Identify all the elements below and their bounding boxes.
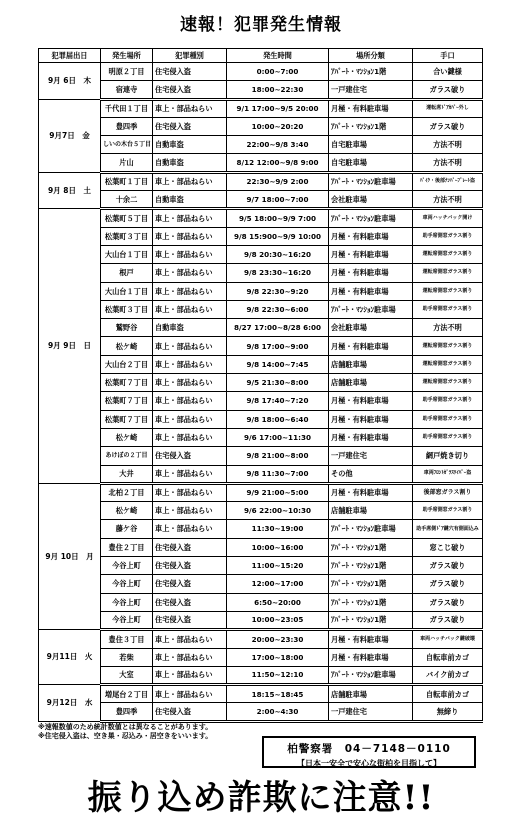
cell-crime-type: 住宅侵入盗 <box>153 703 227 721</box>
table-row <box>39 447 483 465</box>
table-row <box>39 685 483 703</box>
cell-method: 網戸焼き切り <box>413 447 483 465</box>
cell-place-category: 月極・有料駐車場 <box>329 428 413 446</box>
cell-method: 無締り <box>413 703 483 721</box>
cell-method: 助手席側窓ガラス割り <box>413 300 483 318</box>
cell-time: 12:00~17:00 <box>227 575 329 593</box>
cell-place-category: ｱﾊﾟｰﾄ・ﾏﾝｼｮﾝ1階 <box>329 593 413 611</box>
cell-place-category: ｱﾊﾟｰﾄ・ﾏﾝｼｮﾝ1階 <box>329 557 413 575</box>
cell-time: 9/6 22:00~10:30 <box>227 502 329 520</box>
header-location: 発生場所 <box>101 49 153 63</box>
cell-time: 10:00~16:00 <box>227 538 329 556</box>
cell-time: 18:00~22:30 <box>227 81 329 99</box>
cell-method: 運転席側窓ガラス割り <box>413 374 483 392</box>
cell-location: 大山台１丁目 <box>101 282 153 300</box>
cell-location: 根戸 <box>101 264 153 282</box>
table-row <box>39 245 483 263</box>
cell-method: ガラス破り <box>413 117 483 135</box>
cell-time: 9/8 15:900~9/9 10:00 <box>227 227 329 245</box>
table-row <box>39 264 483 282</box>
cell-place-category: ｱﾊﾟｰﾄ・ﾏﾝｼｮﾝ駐車場 <box>329 300 413 318</box>
cell-time: 9/5 21:30~8:00 <box>227 374 329 392</box>
police-slogan: 【日本一安全で安心な街柏を目指して】 <box>297 759 441 768</box>
table-row <box>39 502 483 520</box>
table-row <box>39 648 483 666</box>
cell-location: 北柏２丁目 <box>101 483 153 501</box>
cell-method: 運転席側窓ガラス割り <box>413 337 483 355</box>
cell-time: 9/9 21:00~5:00 <box>227 483 329 501</box>
cell-crime-type: 車上・部品ねらい <box>153 355 227 373</box>
cell-location: 松葉町１丁目 <box>101 172 153 190</box>
table-row <box>39 465 483 483</box>
cell-method: 運転席側窓ガラス割り <box>413 282 483 300</box>
table-row <box>39 410 483 428</box>
table-row <box>39 593 483 611</box>
page-title: 速報！犯罪発生情報 <box>180 15 342 35</box>
cell-location: 松葉町７丁目 <box>101 410 153 428</box>
cell-time: 10:00~20:20 <box>227 117 329 135</box>
cell-time: 2:00~4:30 <box>227 703 329 721</box>
table-row <box>39 611 483 629</box>
cell-location: 片山 <box>101 154 153 172</box>
cell-crime-type: 自動車盗 <box>153 319 227 337</box>
cell-method: ﾊﾞｲｸ・後部ﾅﾝﾊﾞｰﾌﾟﾚｰﾄ盗 <box>413 172 483 190</box>
cell-crime-type: 住宅侵入盗 <box>153 117 227 135</box>
cell-place-category: ｱﾊﾟｰﾄ・ﾏﾝｼｮﾝ駐車場 <box>329 520 413 538</box>
cell-method: 運転席側窓ガラス割り <box>413 264 483 282</box>
cell-place-category: ｱﾊﾟｰﾄ・ﾏﾝｼｮﾝ駐車場 <box>329 209 413 227</box>
cell-location: 千代田１丁目 <box>101 99 153 117</box>
cell-place-category: 月極・有料駐車場 <box>329 648 413 666</box>
cell-location: 松葉町３丁目 <box>101 300 153 318</box>
cell-location: 大室 <box>101 666 153 684</box>
cell-report-date: 9月 10日 月 <box>39 483 101 629</box>
cell-time: 9/7 18:00~7:00 <box>227 191 329 209</box>
cell-location: 松ケ崎 <box>101 337 153 355</box>
cell-method: ガラス破り <box>413 575 483 593</box>
cell-time: 6:50~20:00 <box>227 593 329 611</box>
cell-location: 大山台２丁目 <box>101 355 153 373</box>
cell-time: 11:30~19:00 <box>227 520 329 538</box>
table-row <box>39 630 483 648</box>
header-time: 発生時間 <box>227 49 329 63</box>
cell-method: 合い鍵様 <box>413 63 483 81</box>
cell-method: 助手席側窓ガラス割り <box>413 428 483 446</box>
cell-method: 運転席ﾄﾞｱｶﾊﾞｰ外し <box>413 99 483 117</box>
cell-method: 運転席側窓ガラス割り <box>413 245 483 263</box>
cell-location: 豊四季 <box>101 703 153 721</box>
table-row <box>39 538 483 556</box>
cell-report-date: 9月 9日 日 <box>39 209 101 483</box>
cell-place-category: 自宅駐車場 <box>329 154 413 172</box>
cell-crime-type: 住宅侵入盗 <box>153 575 227 593</box>
cell-place-category: 一戸建住宅 <box>329 703 413 721</box>
cell-report-date: 9月7日 金 <box>39 99 101 172</box>
cell-crime-type: 住宅侵入盗 <box>153 538 227 556</box>
table-row <box>39 428 483 446</box>
cell-place-category: 自宅駐車場 <box>329 136 413 154</box>
cell-time: 0:00~7:00 <box>227 63 329 81</box>
cell-crime-type: 住宅侵入盗 <box>153 593 227 611</box>
cell-crime-type: 車上・部品ねらい <box>153 465 227 483</box>
cell-crime-type: 車上・部品ねらい <box>153 648 227 666</box>
cell-place-category: 月極・有料駐車場 <box>329 245 413 263</box>
cell-location: 増尾台２丁目 <box>101 685 153 703</box>
cell-time: 10:00~23:05 <box>227 611 329 629</box>
cell-location: 豊住２丁目 <box>101 538 153 556</box>
header-place-category: 場所分類 <box>329 49 413 63</box>
cell-location: 豊住３丁目 <box>101 630 153 648</box>
table-row <box>39 136 483 154</box>
cell-time: 9/8 14:00~7:45 <box>227 355 329 373</box>
table-row <box>39 355 483 373</box>
table-row <box>39 319 483 337</box>
cell-location: 大山台１丁目 <box>101 245 153 263</box>
fraud-warning-banner: 振り込め詐欺に注意!! <box>87 778 435 818</box>
police-contact-box <box>262 736 476 768</box>
cell-time: 17:00~18:00 <box>227 648 329 666</box>
cell-location: 松葉町７丁目 <box>101 374 153 392</box>
table-row <box>39 392 483 410</box>
cell-time: 8/12 12:00~9/8 9:00 <box>227 154 329 172</box>
header-crime-type: 犯罪種別 <box>153 49 227 63</box>
cell-location: 今谷上町 <box>101 611 153 629</box>
cell-crime-type: 車上・部品ねらい <box>153 337 227 355</box>
table-row <box>39 172 483 190</box>
cell-location: 明原２丁目 <box>101 63 153 81</box>
cell-time: 22:00~9/8 3:40 <box>227 136 329 154</box>
table-row <box>39 282 483 300</box>
cell-method: ガラス破り <box>413 593 483 611</box>
notes <box>38 723 278 741</box>
cell-crime-type: 車上・部品ねらい <box>153 392 227 410</box>
cell-crime-type: 自動車盗 <box>153 136 227 154</box>
cell-method: バイク前カゴ <box>413 666 483 684</box>
table-row <box>39 99 483 117</box>
cell-place-category: ｱﾊﾟｰﾄ・ﾏﾝｼｮﾝ1階 <box>329 538 413 556</box>
table-row <box>39 703 483 721</box>
cell-crime-type: 車上・部品ねらい <box>153 209 227 227</box>
cell-crime-type: 車上・部品ねらい <box>153 245 227 263</box>
cell-crime-type: 車上・部品ねらい <box>153 264 227 282</box>
cell-crime-type: 車上・部品ねらい <box>153 502 227 520</box>
cell-crime-type: 車上・部品ねらい <box>153 99 227 117</box>
cell-method: 運転席側窓ガラス割り <box>413 355 483 373</box>
table-row <box>39 575 483 593</box>
cell-crime-type: 自動車盗 <box>153 191 227 209</box>
cell-location: しいの木台５丁目 <box>101 136 153 154</box>
cell-place-category: 月極・有料駐車場 <box>329 264 413 282</box>
cell-time: 9/8 11:30~7:00 <box>227 465 329 483</box>
cell-time: 9/1 17:00~9/5 20:00 <box>227 99 329 117</box>
table-row <box>39 81 483 99</box>
cell-method: 自転車前カゴ <box>413 648 483 666</box>
note-line: ※速報数値のため統計数値とは異なることがあります。 <box>38 723 213 731</box>
cell-location: 豊四季 <box>101 117 153 135</box>
cell-place-category: 店舗駐車場 <box>329 355 413 373</box>
cell-method: ガラス破り <box>413 611 483 629</box>
cell-place-category: ｱﾊﾟｰﾄ・ﾏﾝｼｮﾝ1階 <box>329 575 413 593</box>
cell-method: 助手席側窓ガラス割り <box>413 392 483 410</box>
cell-location: 今谷上町 <box>101 575 153 593</box>
cell-place-category: ｱﾊﾟｰﾄ・ﾏﾝｼｮﾝ1階 <box>329 117 413 135</box>
cell-time: 9/5 18:00~9/9 7:00 <box>227 209 329 227</box>
cell-place-category: 月極・有料駐車場 <box>329 282 413 300</box>
cell-time: 8/27 17:00~8/28 6:00 <box>227 319 329 337</box>
cell-place-category: ｱﾊﾟｰﾄ・ﾏﾝｼｮﾝ駐車場 <box>329 172 413 190</box>
cell-crime-type: 車上・部品ねらい <box>153 630 227 648</box>
cell-time: 9/8 17:00~9:00 <box>227 337 329 355</box>
cell-crime-type: 自動車盗 <box>153 154 227 172</box>
cell-location: 松葉町３丁目 <box>101 227 153 245</box>
cell-method: 後部窓ガラス割り <box>413 483 483 501</box>
cell-place-category: 月極・有料駐車場 <box>329 99 413 117</box>
cell-crime-type: 住宅侵入盗 <box>153 63 227 81</box>
cell-time: 9/8 17:40~7:20 <box>227 392 329 410</box>
cell-report-date: 9月11日 火 <box>39 630 101 685</box>
cell-report-date: 9月 6日 木 <box>39 63 101 100</box>
cell-crime-type: 車上・部品ねらい <box>153 410 227 428</box>
cell-location: 松葉町５丁目 <box>101 209 153 227</box>
cell-location: 今谷上町 <box>101 557 153 575</box>
table-row <box>39 209 483 227</box>
cell-location: 松葉町７丁目 <box>101 392 153 410</box>
cell-location: 若柴 <box>101 648 153 666</box>
table-row <box>39 63 483 81</box>
cell-crime-type: 車上・部品ねらい <box>153 666 227 684</box>
table-row <box>39 557 483 575</box>
cell-crime-type: 車上・部品ねらい <box>153 374 227 392</box>
cell-location: 十余二 <box>101 191 153 209</box>
note-line: ※住宅侵入盗は、空き巣・忍込み・居空きをいいます。 <box>38 732 213 741</box>
cell-place-category: ｱﾊﾟｰﾄ・ﾏﾝｼｮﾝ駐車場 <box>329 666 413 684</box>
cell-crime-type: 車上・部品ねらい <box>153 282 227 300</box>
cell-place-category: 会社駐車場 <box>329 191 413 209</box>
cell-time: 9/8 18:00~6:40 <box>227 410 329 428</box>
cell-crime-type: 車上・部品ねらい <box>153 172 227 190</box>
cell-time: 20:00~23:30 <box>227 630 329 648</box>
cell-method: 窓こじ破り <box>413 538 483 556</box>
table-row <box>39 117 483 135</box>
table-row <box>39 227 483 245</box>
crime-table <box>38 48 483 723</box>
cell-method: 方法不明 <box>413 319 483 337</box>
cell-crime-type: 車上・部品ねらい <box>153 300 227 318</box>
cell-place-category: 月極・有料駐車場 <box>329 392 413 410</box>
table-row <box>39 154 483 172</box>
cell-method: 方法不明 <box>413 191 483 209</box>
cell-place-category: 一戸建住宅 <box>329 447 413 465</box>
cell-time: 22:30~9/9 2:00 <box>227 172 329 190</box>
cell-method: 助手席側窓ガラス割り <box>413 502 483 520</box>
cell-time: 18:15~18:45 <box>227 685 329 703</box>
cell-location: 大井 <box>101 465 153 483</box>
cell-crime-type: 住宅侵入盗 <box>153 447 227 465</box>
table-row <box>39 520 483 538</box>
cell-location: 松ケ崎 <box>101 428 153 446</box>
cell-place-category: 月極・有料駐車場 <box>329 337 413 355</box>
cell-crime-type: 住宅侵入盗 <box>153 81 227 99</box>
cell-crime-type: 車上・部品ねらい <box>153 520 227 538</box>
cell-place-category: 月極・有料駐車場 <box>329 630 413 648</box>
table-row <box>39 374 483 392</box>
cell-report-date: 9月12日 水 <box>39 685 101 722</box>
cell-time: 9/8 20:30~16:20 <box>227 245 329 263</box>
cell-method: 助手席側窓ガラス割り <box>413 410 483 428</box>
cell-time: 9/8 22:30~6:00 <box>227 300 329 318</box>
cell-location: 松ケ崎 <box>101 502 153 520</box>
cell-location: あけぼの２丁目 <box>101 447 153 465</box>
cell-place-category: 店舗駐車場 <box>329 374 413 392</box>
cell-place-category: 店舗駐車場 <box>329 502 413 520</box>
table-row <box>39 300 483 318</box>
cell-report-date: 9月 8日 土 <box>39 172 101 209</box>
table-row <box>39 191 483 209</box>
cell-place-category: 月極・有料駐車場 <box>329 410 413 428</box>
cell-method: 助手席側窓ガラス割り <box>413 227 483 245</box>
table-row <box>39 337 483 355</box>
header-method: 手口 <box>413 49 483 63</box>
table-row <box>39 666 483 684</box>
cell-method: ガラス破り <box>413 557 483 575</box>
cell-crime-type: 車上・部品ねらい <box>153 227 227 245</box>
cell-location: 藤ケ谷 <box>101 520 153 538</box>
cell-method: 方法不明 <box>413 154 483 172</box>
cell-location: 鷲野谷 <box>101 319 153 337</box>
cell-time: 11:00~15:20 <box>227 557 329 575</box>
header-report-date: 犯罪届出日 <box>39 49 101 63</box>
cell-place-category: 会社駐車場 <box>329 319 413 337</box>
cell-crime-type: 住宅侵入盗 <box>153 557 227 575</box>
cell-method: 助手席側ﾄﾞｱ鍵穴有側面込み <box>413 520 483 538</box>
table-body <box>39 63 483 722</box>
cell-time: 11:50~12:10 <box>227 666 329 684</box>
cell-method: 車両ハッチバック開け <box>413 209 483 227</box>
cell-time: 9/8 23:30~16:20 <box>227 264 329 282</box>
cell-place-category: 月極・有料駐車場 <box>329 227 413 245</box>
cell-place-category: その他 <box>329 465 413 483</box>
cell-location: 宿連寺 <box>101 81 153 99</box>
cell-place-category: 一戸建住宅 <box>329 81 413 99</box>
cell-method: 方法不明 <box>413 136 483 154</box>
cell-method: 車両ハッチバック鍵破壊 <box>413 630 483 648</box>
cell-time: 9/8 22:30~9:20 <box>227 282 329 300</box>
cell-time: 9/8 21:00~8:00 <box>227 447 329 465</box>
cell-place-category: 店舗駐車場 <box>329 685 413 703</box>
cell-method: ガラス破り <box>413 81 483 99</box>
cell-crime-type: 車上・部品ねらい <box>153 483 227 501</box>
cell-place-category: ｱﾊﾟｰﾄ・ﾏﾝｼｮﾝ1階 <box>329 611 413 629</box>
cell-place-category: 月極・有料駐車場 <box>329 483 413 501</box>
table-row <box>39 483 483 501</box>
cell-method: 自転車前カゴ <box>413 685 483 703</box>
cell-crime-type: 住宅侵入盗 <box>153 611 227 629</box>
police-name-phone: 柏警察署 04－7148－0110 <box>287 743 451 755</box>
cell-crime-type: 車上・部品ねらい <box>153 685 227 703</box>
cell-time: 9/6 17:00~11:30 <box>227 428 329 446</box>
cell-place-category: ｱﾊﾟｰﾄ・ﾏﾝｼｮﾝ1階 <box>329 63 413 81</box>
cell-location: 今谷上町 <box>101 593 153 611</box>
table-header-row <box>39 49 483 63</box>
cell-crime-type: 車上・部品ねらい <box>153 428 227 446</box>
cell-method: 車両ﾌﾛﾝﾄｶﾞﾗｽﾜｲﾊﾟｰ盗 <box>413 465 483 483</box>
